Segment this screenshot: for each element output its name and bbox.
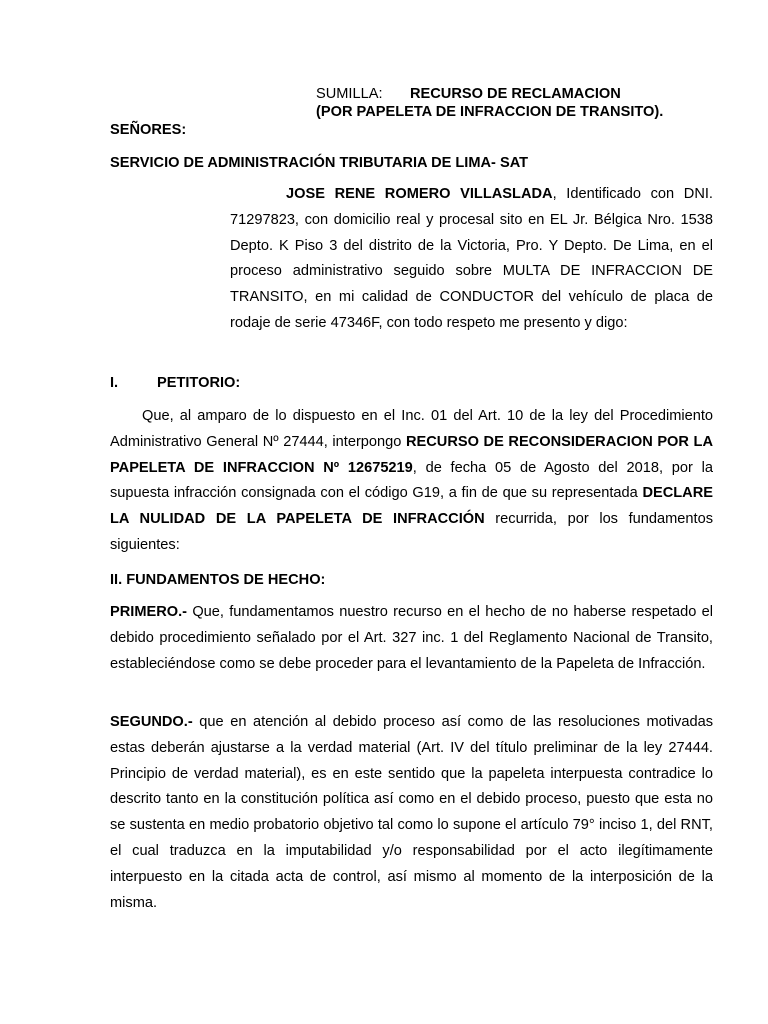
intro-text: , Identificado con DNI. 71297823, con domicilio real y procesal sito en EL Jr. Bélgica Nro. 1538 Depto. K Piso 3 del distrito de la Victoria, Pro. Y Depto. De Lima, en el proceso administrativo seguido sobre MULTA DE INFRACCION DE TRANSITO, en mi calidad de CONDUCTOR del vehículo de placa de rodaje de serie 47346F, con todo respeto me presento y digo: <box>230 186 713 331</box>
intro-paragraph <box>230 182 713 337</box>
fundamentos-heading: II. FUNDAMENTOS DE HECHO: <box>110 572 326 588</box>
petitorio-text-2: , de fecha 05 de Agosto del 2018, por la supuesta infracción consignada con el código G19, a fin de que su representada <box>110 459 713 502</box>
petitorio-bold-2: DECLARE LA NULIDAD DE LA PAPELETA DE INFRACCIÓN <box>110 485 713 528</box>
institution-name: SERVICIO DE ADMINISTRACIÓN TRIBUTARIA DE LIMA- SAT <box>110 155 529 171</box>
petitorio-heading <box>110 374 240 392</box>
applicant-name: JOSE RENE ROMERO VILLASLADA <box>286 186 553 202</box>
petitorio-heading-text: PETITORIO: <box>157 375 241 391</box>
segundo-paragraph <box>110 710 713 916</box>
sumilla-line <box>316 85 621 103</box>
primero-label: PRIMERO.- <box>110 604 188 620</box>
primero-text: Que, fundamentamos nuestro recurso en el hecho de no haberse respetado el debido procedimiento señalado por el Art. 327 inc. 1 del Reglamento Nacional de Transito, estableciéndose como se debe proceder para el levantamiento de la Papeleta de Infracción. <box>110 604 713 672</box>
petitorio-paragraph <box>110 404 713 559</box>
primero-paragraph <box>110 600 713 677</box>
segundo-label: SEGUNDO.- <box>110 714 193 730</box>
sumilla-label: SUMILLA: <box>316 86 383 102</box>
salutation: SEÑORES: <box>110 122 187 138</box>
sumilla-title: RECURSO DE RECLAMACION <box>410 86 621 102</box>
petitorio-text-3: recurrida, por los fundamentos siguientes: <box>110 511 714 553</box>
sumilla-subtitle: (POR PAPELETA DE INFRACCION DE TRANSITO). <box>316 104 664 120</box>
segundo-text: que en atención al debido proceso así como de las resoluciones motivadas estas deberán ajustarse a la verdad material (Art. IV del título preliminar de la ley 27444. Principio de verdad material), es en este sentido que la papeleta interpuesta contradice lo descrito tanto en la constitución política así como en el debido proceso, puesto que esta no se sustenta en medio probatorio objetivo tal como lo supone el artículo 79° inciso 1, del RNT, el cual traduzca en la imputabilidad y/o responsabilidad por el acto ilegítimamente interpuesto en la citada acta de control, así mismo al momento de la interposición de la misma. <box>110 714 713 911</box>
petitorio-number: I. <box>110 375 119 391</box>
petitorio-text-1: Que, al amparo de lo dispuesto en el Inc. 01 del Art. 10 de la ley del Procedimiento Administrativo General Nº 27444, interpongo <box>110 408 713 450</box>
petitorio-bold-1: RECURSO DE RECONSIDERACION POR LA PAPELETA DE INFRACCION Nº 12675219 <box>110 433 713 476</box>
